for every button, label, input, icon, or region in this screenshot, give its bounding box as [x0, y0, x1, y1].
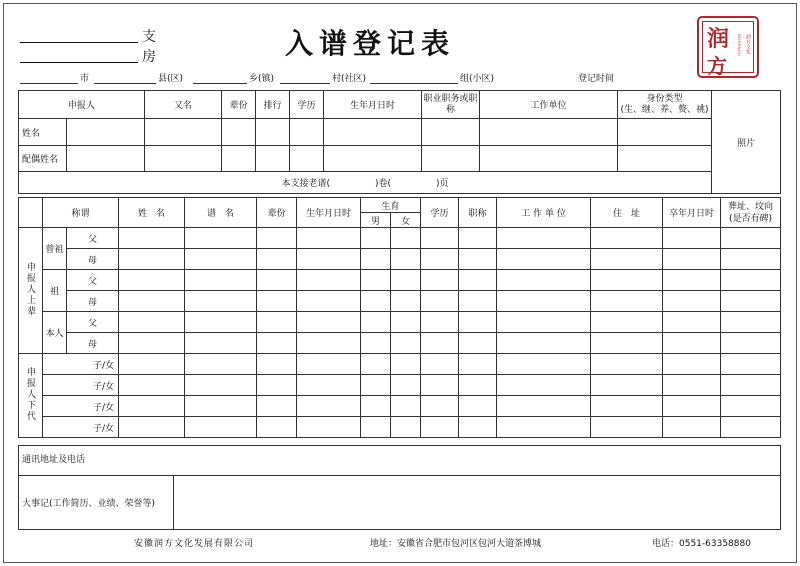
child-label-3: 子/女	[43, 396, 119, 417]
events-label: 大事记(工作简历、业绩、荣誉等)	[19, 476, 174, 530]
town-label: 乡(镇)	[249, 74, 275, 84]
applicant-rank-field[interactable]	[256, 119, 290, 146]
spouse-identity-field[interactable]	[618, 146, 712, 172]
hdr-f-work: 工 作 单 位	[497, 198, 591, 228]
hdr-alias: 又名	[145, 91, 222, 119]
footer-company: 安徽润方文化发展有限公司	[134, 539, 255, 549]
hdr-job-title: 职业职务或职称	[422, 91, 480, 119]
city-label: 市	[80, 74, 90, 84]
hdr-offspring: 生育	[361, 198, 421, 213]
seal-small-text: RUNFANG	[737, 34, 742, 56]
reg-time-label: 登记时间	[578, 74, 615, 84]
hdr-rank: 排行	[256, 91, 290, 119]
county-blank[interactable]	[94, 83, 156, 84]
hdr-identity: 身份类型 (生、继、养、赘、祧)	[618, 91, 712, 119]
spouse-rank-field[interactable]	[256, 146, 290, 172]
lower-generation-label: 申报人下代	[19, 354, 43, 438]
seal-char-2: 方	[707, 54, 727, 78]
group-blank[interactable]	[370, 83, 458, 84]
applicant-name-field[interactable]	[67, 119, 145, 146]
branch-blank[interactable]	[20, 42, 138, 43]
grand-label: 祖	[43, 270, 67, 312]
great-grand-mother-label: 母	[67, 249, 119, 270]
footer-phone: 电话：0551-63358880	[652, 539, 751, 549]
spouse-birth-field[interactable]	[324, 146, 422, 172]
contact-table	[18, 445, 781, 476]
hdr-female: 女	[391, 213, 421, 228]
row-name-label: 姓名	[19, 119, 67, 146]
seal-char-1: 润	[707, 26, 730, 52]
house-label: 房	[142, 49, 156, 65]
hdr-f-birth: 生年月日时	[297, 198, 361, 228]
house-blank[interactable]	[20, 62, 138, 63]
page-title: 入谱登记表	[285, 27, 456, 60]
hdr-work: 工作单位	[480, 91, 618, 119]
self-mother-label: 母	[67, 333, 119, 354]
great-grand-label: 曾祖	[43, 228, 67, 270]
group-label: 组(小区)	[460, 74, 495, 84]
footer-address: 地址：安徽省合肥市包河区包河大道茶博城	[370, 539, 542, 549]
grand-mother-label: 母	[67, 291, 119, 312]
old-genealogy-line[interactable]: 本支接老谱( )卷( )页	[19, 172, 712, 194]
spouse-name-field[interactable]	[67, 146, 145, 172]
hdr-applicant: 申报人	[19, 91, 145, 119]
self-label: 本人	[43, 312, 67, 354]
child-label-1: 子/女	[43, 354, 119, 375]
upper-generation-label: 申报人上辈	[19, 228, 43, 354]
spouse-work-field[interactable]	[480, 146, 618, 172]
events-field[interactable]	[174, 476, 781, 530]
spouse-edu-field[interactable]	[290, 146, 324, 172]
spouse-generation-field[interactable]	[222, 146, 256, 172]
applicant-job-field[interactable]	[422, 119, 480, 146]
great-grand-father-label: 父	[67, 228, 119, 249]
hdr-blank	[19, 198, 43, 228]
seal-small-text-2: 润方文化	[745, 34, 751, 54]
spouse-alias-field[interactable]	[145, 146, 222, 172]
hdr-f-generation: 辈份	[257, 198, 297, 228]
applicant-birth-field[interactable]	[324, 119, 422, 146]
company-seal	[697, 16, 759, 78]
grand-father-label: 父	[67, 270, 119, 291]
village-blank[interactable]	[280, 83, 330, 84]
row-spouse-label: 配偶姓名	[19, 146, 67, 172]
city-blank[interactable]	[20, 83, 78, 84]
hdr-f-addr: 住 址	[591, 198, 663, 228]
hdr-male: 男	[361, 213, 391, 228]
hdr-birth: 生年月日时	[324, 91, 422, 119]
hdr-title: 称谓	[43, 198, 119, 228]
hdr-tomb: 葬址、坟向 (是否有碑)	[721, 198, 781, 228]
hdr-edu: 学历	[290, 91, 324, 119]
village-label: 村(社区)	[332, 74, 367, 84]
hdr-pu-name: 谱 名	[185, 198, 257, 228]
spouse-job-field[interactable]	[422, 146, 480, 172]
hdr-f-edu: 学历	[421, 198, 459, 228]
hdr-f-job: 职称	[459, 198, 497, 228]
applicant-edu-field[interactable]	[290, 119, 324, 146]
events-table	[18, 475, 781, 530]
applicant-identity-field[interactable]	[618, 119, 712, 146]
applicant-generation-field[interactable]	[222, 119, 256, 146]
hdr-generation: 辈份	[222, 91, 256, 119]
child-label-4: 子/女	[43, 417, 119, 438]
child-label-2: 子/女	[43, 375, 119, 396]
branch-label: 支	[142, 29, 156, 45]
hdr-name: 姓 名	[119, 198, 185, 228]
county-label: 县(区)	[158, 74, 184, 84]
applicant-alias-field[interactable]	[145, 119, 222, 146]
family-table	[18, 197, 781, 438]
hdr-death: 卒年月日时	[663, 198, 721, 228]
applicant-table	[18, 90, 781, 194]
contact-field[interactable]: 通讯地址及电话	[19, 446, 781, 476]
photo-cell[interactable]: 照片	[712, 91, 781, 194]
applicant-work-field[interactable]	[480, 119, 618, 146]
town-blank[interactable]	[193, 83, 247, 84]
self-father-label: 父	[67, 312, 119, 333]
